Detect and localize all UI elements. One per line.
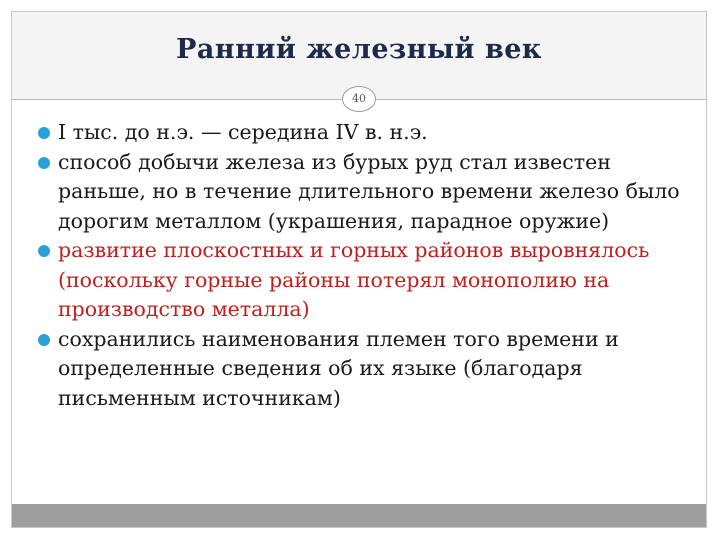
bullet-dot-icon — [38, 334, 50, 346]
slide-content — [18, 118, 694, 413]
bullet-item — [18, 148, 694, 237]
bullet-item-highlighted — [18, 236, 694, 325]
bullet-item — [18, 118, 694, 148]
bullet-item — [18, 325, 694, 414]
page-number-badge: 40 — [342, 86, 376, 112]
bullet-text: развитие плоскостных и горных районов выровнялось (поскольку горные районы потерял монополию на производство металла) — [58, 238, 650, 321]
bullet-text: способ добычи железа из бурых руд стал известен раньше, но в течение длительного времени железо было дорогим металлом (украшения, парадное оружие) — [58, 149, 680, 233]
bullet-dot-icon — [38, 245, 50, 257]
bullet-dot-icon — [38, 127, 50, 139]
bullet-text: сохранились наименования племен того времени и определенные сведения об их языке (благодаря письменным источникам) — [58, 326, 619, 410]
bullet-list — [18, 118, 694, 413]
bullet-text: I тыс. до н.э. — середина IV в. н.э. — [58, 120, 428, 144]
bullet-dot-icon — [38, 157, 50, 169]
slide-title: Ранний железный век — [176, 34, 542, 65]
bottom-bar — [12, 504, 706, 527]
